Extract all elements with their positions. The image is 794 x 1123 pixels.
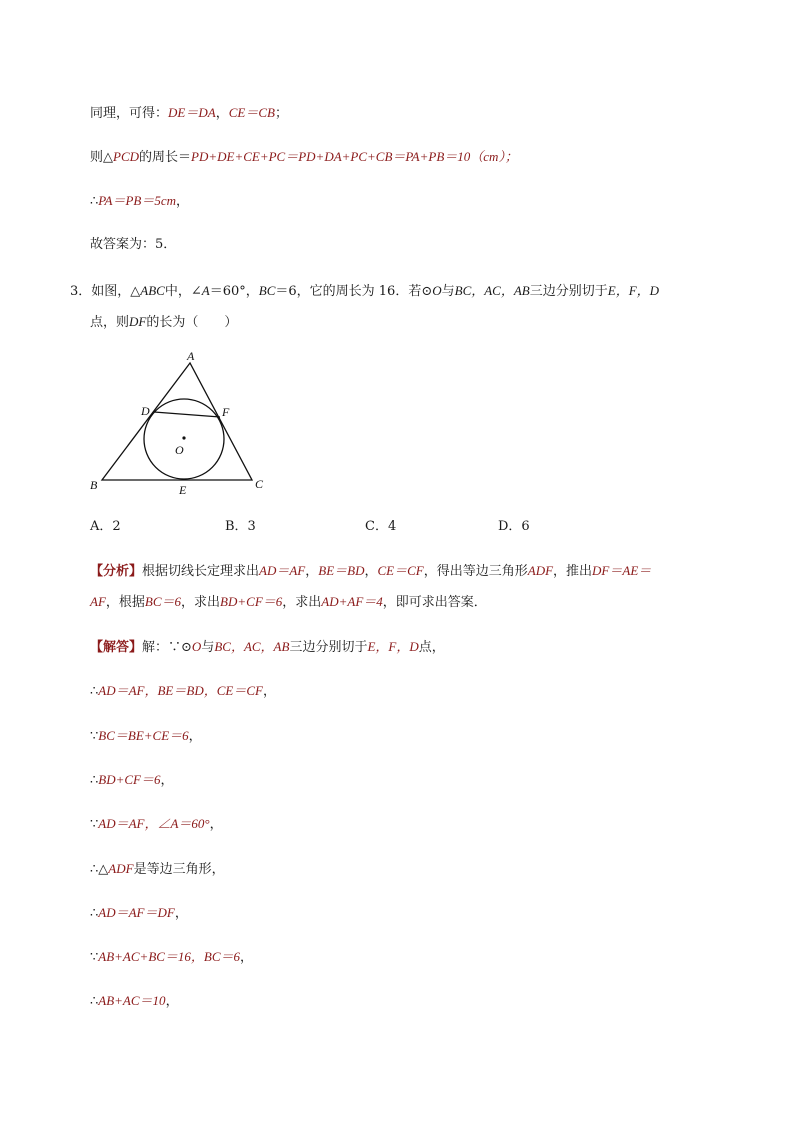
prev-solution-line-3: ∴PA＝PB＝5cm， <box>90 193 190 209</box>
analysis-line-2: AF，根据BC＝6，求出BD+CF＝6，求出AD+AF＝4，即可求出答案． <box>90 594 487 610</box>
triangle-abc <box>102 363 252 480</box>
label-b: B <box>90 478 98 492</box>
option-b[interactable]: B．3 <box>225 519 256 534</box>
option-a[interactable]: A．2 <box>90 519 121 534</box>
label-e: E <box>179 483 187 497</box>
answer-tag: 【解答】 <box>90 640 143 655</box>
answer-step: ∵BC＝BE+CE＝6， <box>90 728 202 744</box>
label-o: O <box>175 443 184 457</box>
answer-step: ∴△ADF是等边三角形， <box>90 861 225 877</box>
prev-solution-answer: 故答案为：5． <box>90 237 177 252</box>
answer-step: ∵AD＝AF，∠A＝60°， <box>90 816 223 832</box>
label-f: F <box>222 405 230 419</box>
center-point-o <box>182 436 185 439</box>
label-c: C <box>255 477 264 491</box>
answer-step: ∴AB+AC＝10， <box>90 993 179 1009</box>
prev-solution-line-2: 则△PCD的周长＝PD+DE+CE+PC＝PD+DA+PC+CB＝PA+PB＝10（cm）； <box>90 149 518 165</box>
option-c[interactable]: C．4 <box>365 519 397 534</box>
segment-df <box>154 412 220 417</box>
triangle-incircle-figure <box>84 346 280 498</box>
answer-step: ∴AD＝AF，BE＝BD，CE＝CF， <box>90 683 276 699</box>
answer-step: ∴AD＝AF＝DF， <box>90 905 188 921</box>
label-d: D <box>141 404 150 418</box>
question-line-1: 3．如图，△ABC中，∠A＝60°，BC＝6，它的周长为 16．若⊙O与BC，AC，AB三边分别切于E，F，D <box>70 283 660 299</box>
analysis-line-1: 【分析】根据切线长定理求出AD＝AF，BE＝BD，CE＝CF，得出等边三角形ADF，推出DF＝AE＝ <box>90 563 652 579</box>
answer-step: ∴BD+CF＝6， <box>90 772 174 788</box>
label-a: A <box>187 349 195 363</box>
option-d[interactable]: D．6 <box>498 519 530 534</box>
question-line-2: 点，则DF的长为（ ） <box>90 314 238 330</box>
prev-solution-line-1: 同理，可得：DE＝DA，CE＝CB； <box>90 105 288 121</box>
answer-step: ∵AB+AC+BC＝16，BC＝6， <box>90 949 254 965</box>
answer-line-1: 【解答】解：∵⊙O与BC，AC，AB三边分别切于E，F，D点， <box>90 639 445 655</box>
analysis-tag: 【分析】 <box>90 564 143 579</box>
